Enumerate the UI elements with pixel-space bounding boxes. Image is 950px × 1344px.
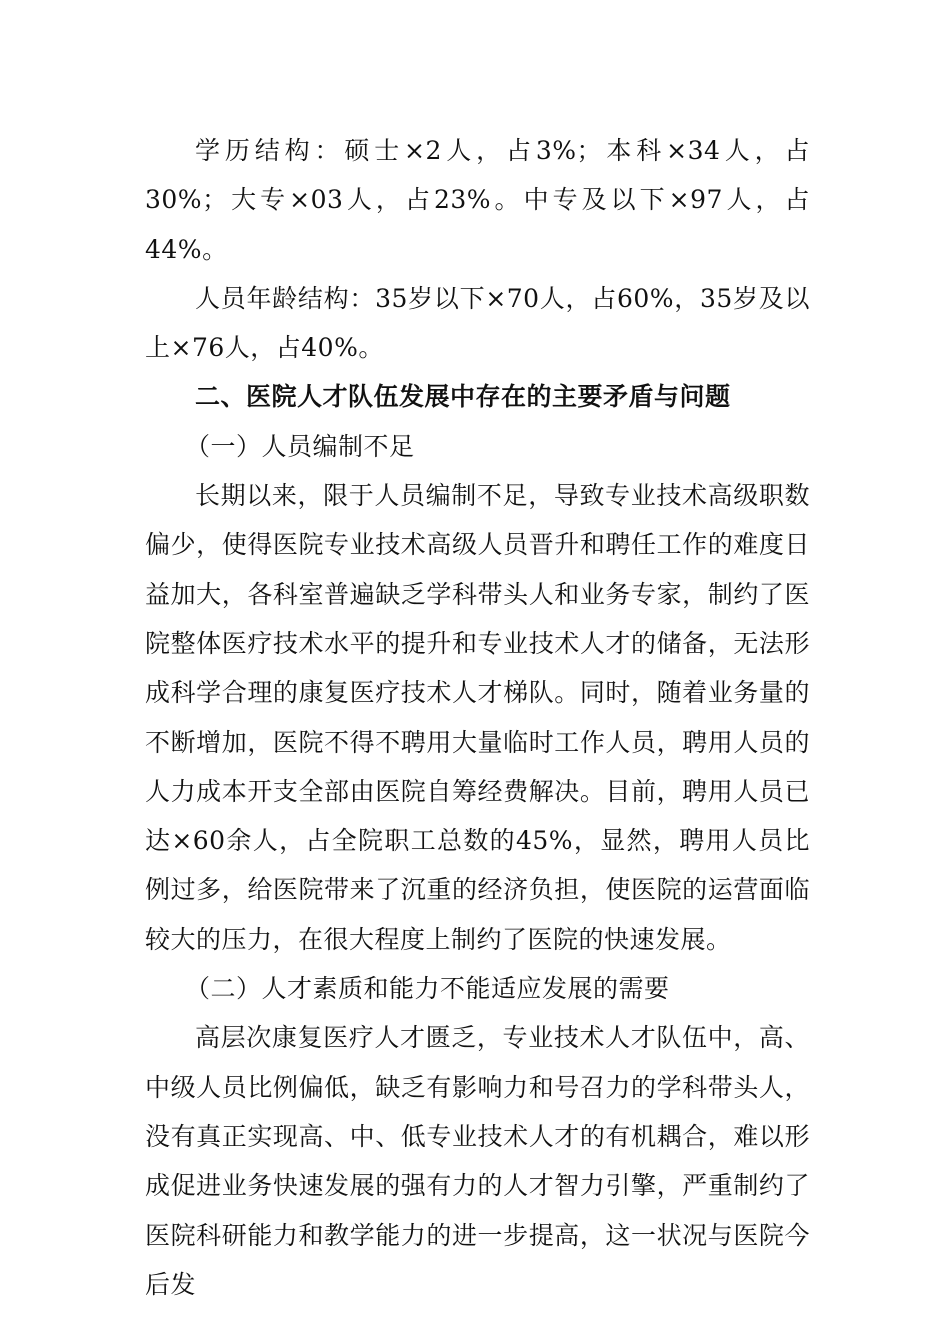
subsection-two-heading: （二）人才素质和能力不能适应发展的需要 bbox=[185, 974, 670, 1004]
subsection-two-body: 高层次康复医疗人才匮乏，专业技术人才队伍中，高、中级人员比例偏低，缺乏有影响力和号召力的学科带头人，没有真正实现高、中、低专业技术人才的有机耦合，难以形成促进业务快速发展的强有力的人才智力引擎，严重制约了医院科研能力和教学能力的进一步提高，这一状况与医院今后发 bbox=[145, 1023, 810, 1299]
age-structure-paragraph: 人员年龄结构：35岁以下×70人，占60%，35岁及以上×76人，占40%。 bbox=[145, 283, 810, 363]
subsection-one-heading: （一）人员编制不足 bbox=[185, 431, 415, 461]
education-structure-paragraph: 学历结构：硕士×2人，占3%；本科×34人，占30%；大专×03人，占23%。中专及以下×97人，占44%。 bbox=[145, 136, 810, 264]
subsection-one-body: 长期以来，限于人员编制不足，导致专业技术高级职数偏少，使得医院专业技术高级人员晋升和聘任工作的难度日益加大，各科室普遍缺乏学科带头人和业务专家，制约了医院整体医疗技术水平的提升和专业技术人才的储备，无法形成科学合理的康复医疗技术人才梯队。同时，随着业务量的不断增加，医院不得不聘用大量临时工作人员，聘用人员的人力成本开支全部由医院自筹经费解决。目前，聘用人员已达×60余人，占全院职工总数的45%，显然，聘用人员比例过多，给医院带来了沉重的经济负担，使医院的运营面临较大的压力，在很大程度上制约了医院的快速发展。 bbox=[145, 481, 810, 954]
section-two-heading: 二、医院人才队伍发展中存在的主要矛盾与问题 bbox=[195, 382, 731, 412]
document-page bbox=[145, 126, 810, 1309]
